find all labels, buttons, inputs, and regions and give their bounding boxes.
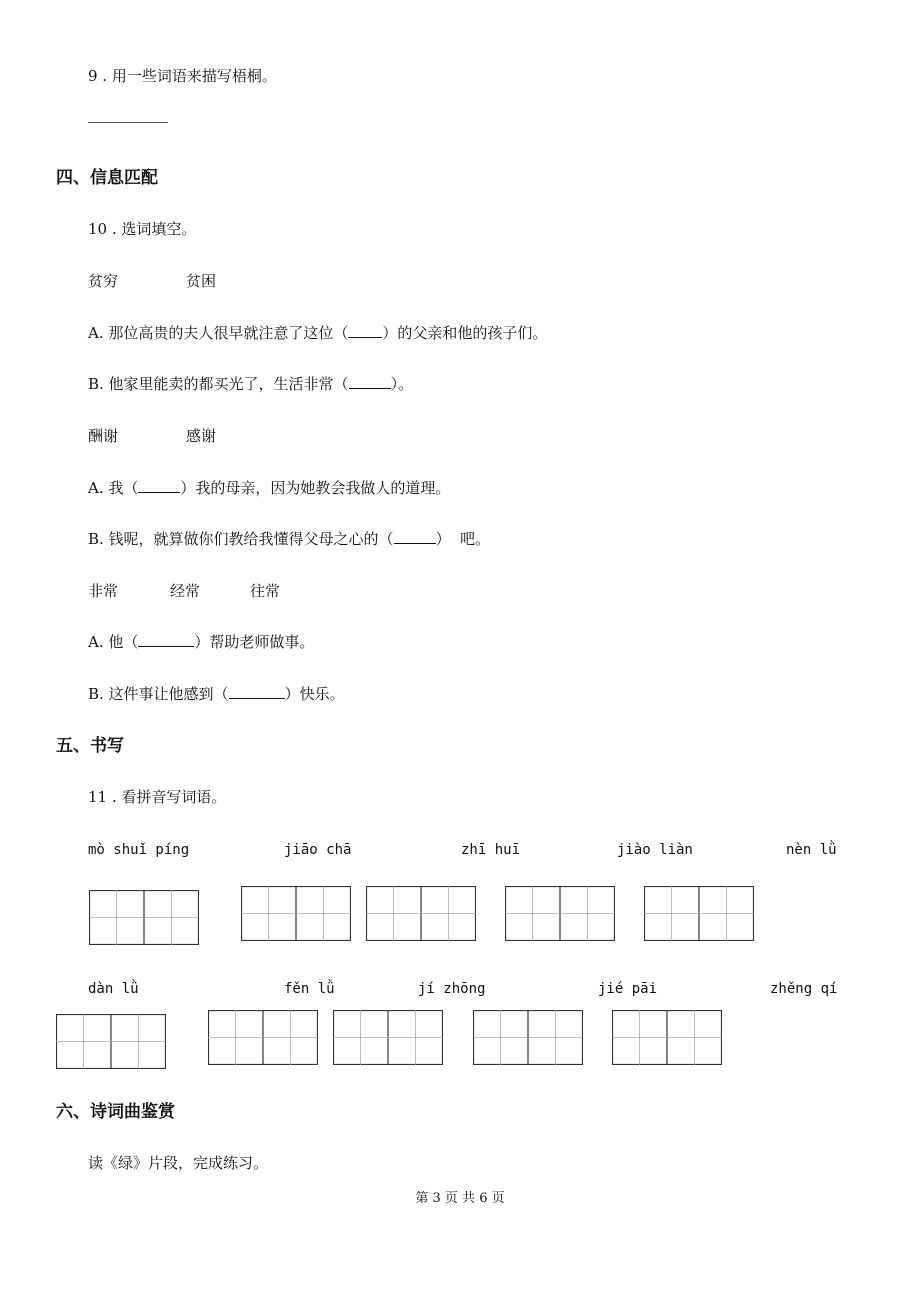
blank[interactable] bbox=[348, 323, 382, 338]
blank[interactable] bbox=[349, 374, 391, 389]
section-title-5: 五、书写 bbox=[56, 736, 124, 756]
pinyin: dàn lǜ bbox=[88, 981, 139, 997]
fill-sentence: B. 这件事让他感到（ ）快乐。 bbox=[88, 685, 345, 703]
blank[interactable] bbox=[138, 632, 194, 647]
question-9: 9 . 用一些词语来描写梧桐。 bbox=[88, 67, 277, 85]
word-option: 酬谢 bbox=[88, 427, 119, 445]
question-10: 10 . 选词填空。 bbox=[88, 220, 197, 238]
question-11: 11 . 看拼音写词语。 bbox=[88, 788, 227, 806]
fill-sentence: A. 那位高贵的夫人很早就注意了这位（ ）的父亲和他的孩子们。 bbox=[88, 324, 548, 342]
blank[interactable] bbox=[394, 529, 436, 544]
writing-grid[interactable] bbox=[473, 1010, 583, 1065]
pinyin: jiāo chā bbox=[284, 842, 352, 858]
writing-grid[interactable] bbox=[333, 1010, 443, 1065]
word-option: 往常 bbox=[250, 582, 281, 600]
fill-sentence: A. 我（ ）我的母亲，因为她教会我做人的道理。 bbox=[88, 479, 451, 497]
blank[interactable] bbox=[229, 684, 285, 699]
writing-grid[interactable] bbox=[208, 1010, 318, 1065]
word-option: 感谢 bbox=[186, 427, 217, 445]
writing-grid[interactable] bbox=[241, 886, 351, 941]
section-title-6: 六、诗词曲鉴赏 bbox=[56, 1102, 175, 1122]
fill-sentence: B. 钱呢，就算做你们教给我懂得父母之心的（ ） 吧。 bbox=[88, 530, 491, 548]
pinyin: jí zhōng bbox=[418, 981, 486, 997]
writing-grid[interactable] bbox=[612, 1010, 722, 1065]
word-option: 经常 bbox=[170, 582, 201, 600]
fill-sentence: B. 他家里能卖的都买光了，生活非常（ ）。 bbox=[88, 375, 414, 393]
pinyin: fěn lǜ bbox=[284, 981, 335, 997]
pinyin: nèn lǜ bbox=[786, 842, 837, 858]
section-title-4: 四、信息匹配 bbox=[56, 168, 158, 188]
blank[interactable] bbox=[138, 478, 180, 493]
pinyin: jiào liàn bbox=[617, 842, 693, 858]
page-footer: 第 3 页 共 6 页 bbox=[415, 1191, 505, 1206]
writing-grid[interactable] bbox=[366, 886, 476, 941]
reading-instruction: 读《绿》片段，完成练习。 bbox=[88, 1154, 269, 1172]
pinyin: zhī huī bbox=[461, 842, 521, 858]
answer-line[interactable] bbox=[88, 122, 168, 123]
pinyin: zhěng qí bbox=[770, 981, 838, 997]
pinyin: mò shuǐ píng bbox=[88, 842, 190, 858]
word-option: 贫困 bbox=[186, 272, 217, 290]
writing-grid[interactable] bbox=[644, 886, 754, 941]
fill-sentence: A. 他（ ）帮助老师做事。 bbox=[88, 633, 315, 651]
pinyin: jié pāi bbox=[598, 981, 658, 997]
word-option: 非常 bbox=[88, 582, 119, 600]
word-option: 贫穷 bbox=[88, 272, 119, 290]
writing-grid[interactable] bbox=[505, 886, 615, 941]
writing-grid[interactable] bbox=[89, 890, 199, 945]
writing-grid[interactable] bbox=[56, 1014, 166, 1069]
